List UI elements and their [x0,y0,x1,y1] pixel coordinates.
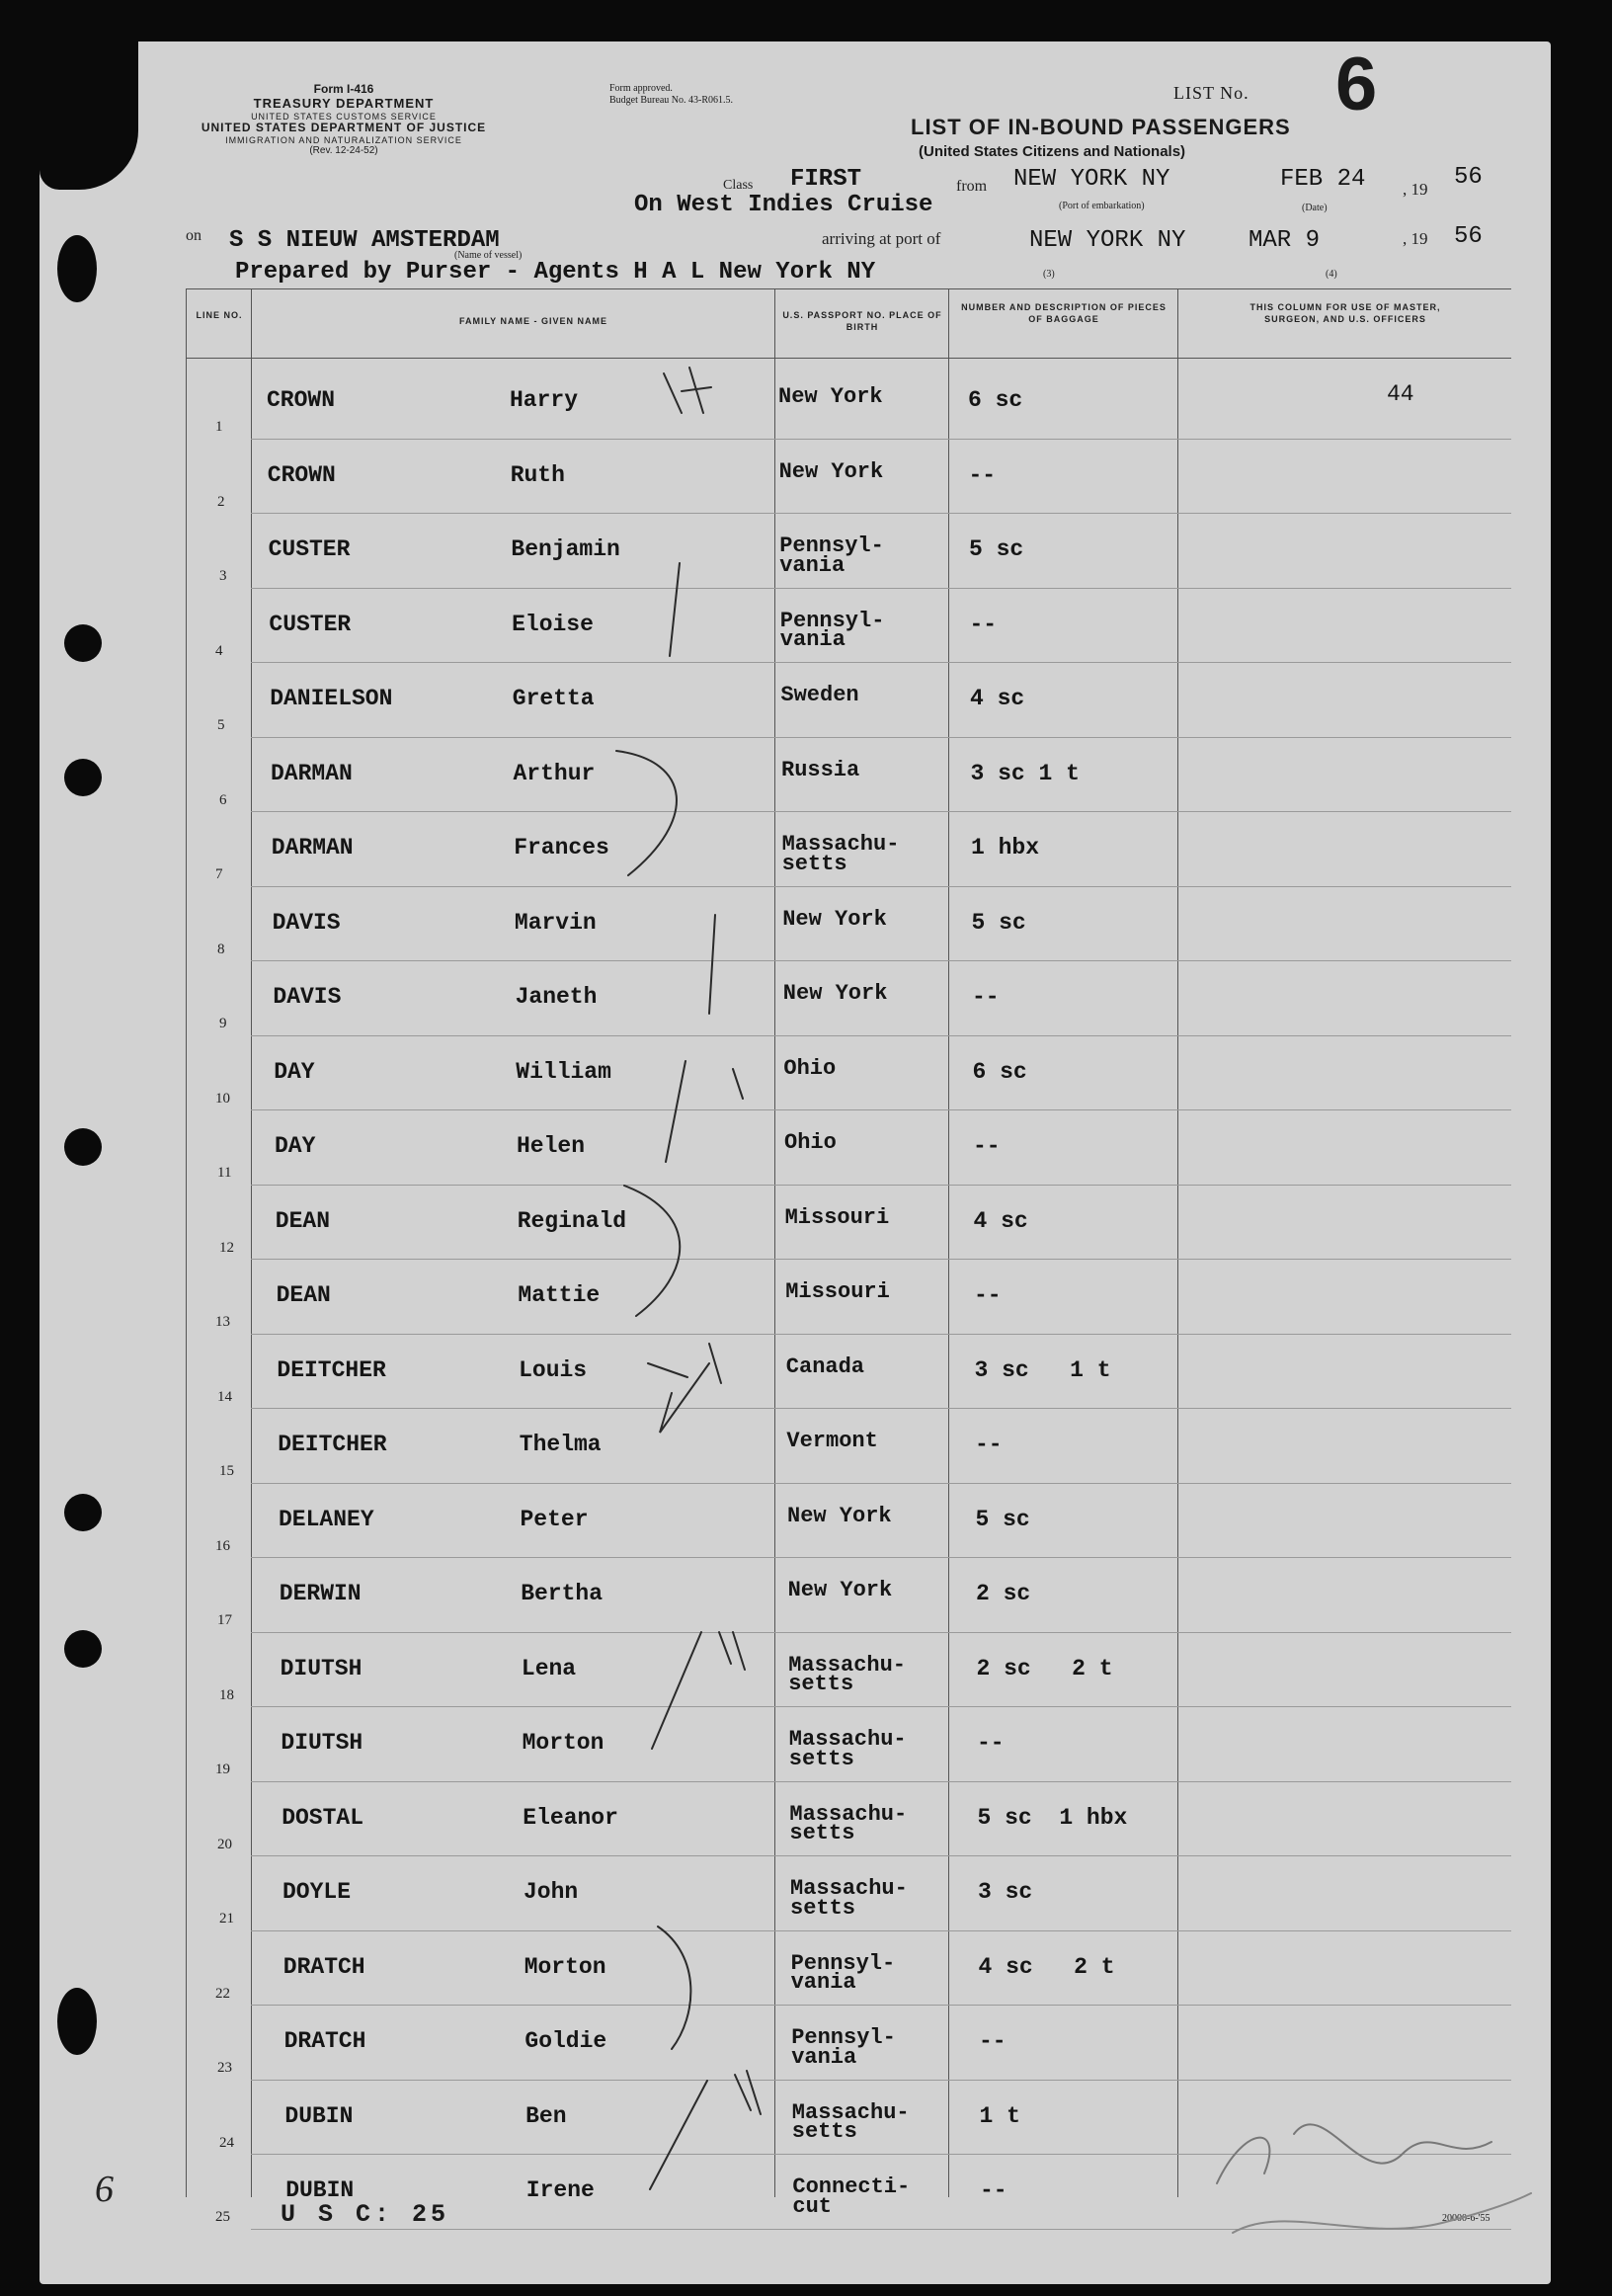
line-number: 14 [217,1388,232,1405]
given-name: Irene [525,2177,595,2203]
baggage: 2 sc [976,1581,1031,1606]
baggage: -- [972,984,1000,1010]
print-code: 20000-6-'55 [1442,2213,1491,2224]
justice-dept: UNITED STATES DEPARTMENT OF JUSTICE [201,121,487,135]
baggage: -- [968,461,997,488]
place-of-birth: Ohio [784,1130,837,1155]
margin-note: 6 [95,2169,114,2210]
baggage: 6 sc [968,387,1023,413]
family-name: DEITCHER [277,1356,386,1383]
tick-mark [650,2071,761,2189]
baggage: -- [969,611,998,637]
place-of-birth: Pennsyl- vania [790,1950,896,1996]
officer-note: 44 [1387,381,1414,407]
group-bracket [624,1186,680,1316]
place-of-birth: Sweden [780,683,859,707]
line-number: 21 [219,1911,234,1927]
place-of-birth: Massachu- setts [789,1801,908,1846]
baggage: -- [977,1730,1005,1756]
line-number: 17 [217,1612,232,1628]
tick-mark [666,1061,743,1162]
line-number: 12 [219,1239,234,1256]
port-embark-caption: (Port of embarkation) [1059,201,1145,211]
family-name: CROWN [267,387,336,413]
depart-date: FEB 24 [1280,166,1366,193]
line-number: 7 [215,866,223,882]
family-name: DANIELSON [270,686,393,711]
family-name: DOYLE [282,1879,352,1905]
baggage: -- [979,2028,1007,2054]
given-name: Eleanor [523,1804,618,1831]
baggage: -- [973,1133,1001,1159]
depart-year: 56 [1454,164,1483,191]
baggage: 4 sc [973,1207,1028,1234]
line-number: 18 [219,1686,234,1703]
place-of-birth: Pennsyl- vania [791,2025,896,2070]
line-number: 16 [215,1537,230,1554]
family-name: DEAN [275,1207,331,1234]
line-number: 15 [219,1463,234,1479]
baggage: 3 sc [978,1879,1033,1905]
family-name: DUBIN [285,2177,355,2203]
line-number: 23 [217,2060,232,2076]
page-subtitle: (United States Citizens and Nationals) [919,143,1186,160]
family-name: DOSTAL [282,1804,364,1831]
column-header-passport: U.S. PASSPORT NO. PLACE OF BIRTH [782,310,942,332]
line-number: 13 [215,1314,230,1330]
baggage: 5 sc [971,909,1026,936]
year-prefix: , 19 [1403,180,1428,199]
prepared-by: Prepared by Purser - Agents H A L New York NY [235,259,876,286]
family-name: DAVIS [273,984,342,1010]
given-name: Louis [519,1356,588,1383]
group-bracket [658,1927,690,2049]
place-of-birth: New York [782,906,887,932]
given-name: Benjamin [511,536,620,562]
group-bracket [616,751,677,875]
given-name: Morton [522,1730,604,1756]
family-name: DRATCH [283,2028,366,2054]
family-name: DARMAN [271,835,354,861]
place-of-birth: Pennsyl- vania [779,608,885,653]
caption-4: (4) [1326,269,1337,280]
baggage: 4 sc 2 t [978,1953,1115,1980]
from-port: NEW YORK NY [1013,166,1170,193]
column-header-line: LINE NO. [196,310,243,320]
line-number: 6 [219,791,227,808]
place-of-birth: Missouri [784,1204,890,1230]
given-name: William [516,1058,611,1085]
given-name: Helen [517,1133,586,1159]
family-name: DIUTSH [281,1730,363,1756]
given-name: Bertha [521,1581,604,1606]
place-of-birth: Ohio [783,1055,837,1081]
family-name: CROWN [267,461,336,488]
family-name: DIUTSH [280,1655,363,1681]
on-label: on [186,227,202,244]
date-caption: (Date) [1302,203,1328,213]
family-name: DARMAN [271,760,353,786]
arrival-year-prefix: , 19 [1403,229,1428,248]
line-number: 4 [215,642,223,659]
line-number: 19 [215,1762,230,1777]
place-of-birth: Pennsyl- vania [779,533,884,578]
place-of-birth: Massachu- setts [790,1876,908,1921]
line-number: 10 [215,1090,230,1107]
family-name: CUSTER [269,611,352,637]
place-of-birth: New York [782,981,888,1006]
from-label: from [956,178,988,195]
approved-line: Form approved. [609,83,673,94]
tick-mark [652,1632,745,1749]
form-number: Form I-416 [313,82,374,96]
arrival-port: NEW YORK NY [1029,227,1186,254]
tick-mark [670,563,680,656]
line-number: 2 [217,493,225,510]
family-name: DERWIN [279,1581,362,1606]
given-name: Peter [520,1506,589,1532]
baggage: 5 sc [975,1506,1030,1532]
cruise-name: On West Indies Cruise [634,192,933,218]
baggage: 3 sc 1 t [974,1356,1111,1383]
place-of-birth: New York [778,384,883,409]
arriving-label: arriving at port of [822,229,941,248]
line-number: 5 [217,717,225,733]
arrival-year: 56 [1454,223,1483,250]
given-name: Mattie [518,1282,601,1308]
arrival-date: MAR 9 [1249,227,1321,254]
family-name: DAY [274,1058,315,1085]
baggage: -- [974,1282,1002,1308]
class-value: FIRST [790,166,862,193]
family-name: DEITCHER [278,1432,387,1457]
family-name: DRATCH [282,1953,365,1980]
baggage: 6 sc [972,1058,1027,1085]
given-name: Arthur [513,760,596,786]
place-of-birth: Massachu- setts [788,1652,907,1697]
given-name: Ben [525,2102,567,2129]
given-name: Goldie [524,2028,607,2054]
place-of-birth: Missouri [785,1279,890,1304]
given-name: Harry [510,387,579,413]
place-of-birth: New York [787,1503,892,1528]
caption-3: (3) [1043,269,1055,280]
given-name: Thelma [519,1432,602,1457]
page-title: LIST OF IN-BOUND PASSENGERS [911,115,1291,139]
baggage: 5 sc 1 hbx [977,1804,1128,1831]
treasury-dept: TREASURY DEPARTMENT [253,95,435,111]
tick-mark [709,915,715,1014]
baggage: 3 sc 1 t [970,760,1080,786]
place-of-birth: Massachu- setts [788,1727,907,1771]
family-name: CUSTER [268,536,351,562]
line-number: 22 [215,1985,230,2002]
baggage: 2 sc 2 t [976,1655,1113,1681]
column-header-name: FAMILY NAME - GIVEN NAME [458,316,607,326]
baggage: 1 t [979,2102,1020,2129]
line-number: 3 [219,568,227,584]
place-of-birth: Canada [785,1353,865,1379]
given-name: Eloise [512,611,594,637]
given-name: Janeth [515,984,598,1010]
family-name: DELANEY [279,1506,374,1532]
citizen-total: U S C: 25 [281,2200,450,2229]
tick-mark [664,368,711,413]
immigration-service: IMMIGRATION AND NATURALIZATION SERVICE [225,134,462,145]
family-name: DAY [275,1133,316,1159]
vessel-name: S S NIEUW AMSTERDAM [229,227,500,254]
place-of-birth: Connecti- cut [792,2174,911,2219]
baggage: -- [980,2177,1008,2203]
place-of-birth: New York [778,458,884,484]
place-of-birth: Massachu- setts [781,832,900,876]
baggage: 5 sc [969,536,1024,562]
given-name: Morton [524,1953,606,1980]
tick-mark [648,1344,721,1433]
given-name: Reginald [517,1207,627,1234]
family-name: DEAN [276,1282,331,1308]
line-number: 24 [219,2134,234,2151]
signature [1217,2124,1491,2183]
given-name: Marvin [514,909,597,936]
given-name: Ruth [510,461,565,488]
given-name: Frances [514,835,609,861]
line-number: 8 [217,941,225,957]
customs-service: UNITED STATES CUSTOMS SERVICE [251,111,437,122]
revision: (Rev. 12-24-52) [309,145,378,157]
place-of-birth: Vermont [786,1429,878,1453]
signature [1233,2193,1531,2233]
given-name: Gretta [512,686,595,711]
line-number: 25 [215,2209,230,2225]
column-header-officers: THIS COLUMN FOR USE OF MASTER, SURGEON, AND U.S. OFFICERS [1249,302,1441,324]
baggage: -- [975,1432,1003,1457]
baggage: 4 sc [970,686,1025,711]
baggage: 1 hbx [971,835,1040,861]
column-header-baggage: NUMBER AND DESCRIPTION OF PIECES OF BAGGAGE [961,302,1167,324]
place-of-birth: New York [787,1578,893,1602]
list-number: 6 [1335,42,1378,126]
family-name: DAVIS [272,909,341,936]
list-no-label: LIST No. [1173,83,1249,103]
given-name: John [524,1879,579,1905]
family-name: DUBIN [284,2102,354,2129]
budget-bureau-line: Budget Bureau No. 43-R061.5. [609,95,733,106]
line-number: 9 [219,1016,227,1031]
given-name: Lena [521,1655,577,1681]
line-number: 11 [217,1165,232,1181]
vessel-caption: (Name of vessel) [454,250,523,261]
place-of-birth: Massachu- setts [791,2099,910,2145]
line-number: 20 [217,1836,232,1852]
place-of-birth: Russia [781,757,860,782]
line-number: 1 [215,419,223,435]
class-label: Class [723,178,754,193]
